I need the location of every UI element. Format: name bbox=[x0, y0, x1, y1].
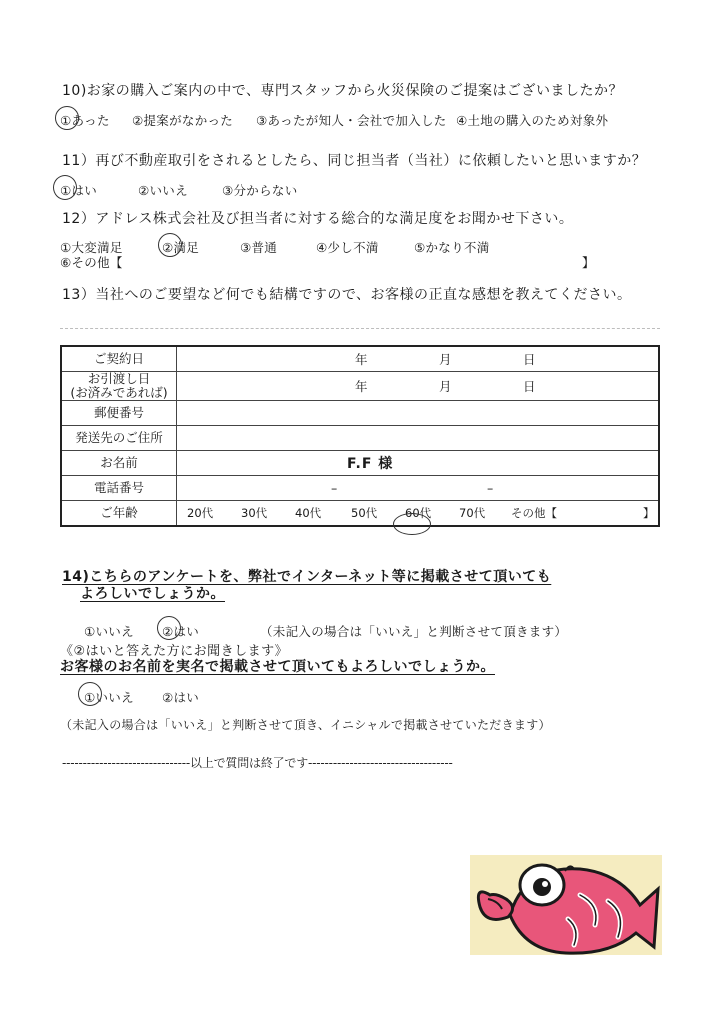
q14-sub-option-no[interactable]: ①いいえ bbox=[84, 690, 134, 705]
q11-question: 11）再び不動産取引をされるとしたら、同じ担当者（当社）に依頼したいと思いますか？ bbox=[62, 153, 647, 169]
month-unit: 月 bbox=[439, 379, 452, 394]
year-unit: 年 bbox=[355, 352, 368, 367]
q14-sub-header: 《②はいと答えた方にお聞きします》 bbox=[60, 644, 289, 659]
postal-code-field[interactable] bbox=[177, 401, 660, 426]
age-option-60s[interactable]: 60代 bbox=[405, 506, 432, 520]
delivery-date-label bbox=[61, 372, 177, 401]
name-field[interactable] bbox=[177, 451, 660, 476]
q12-option-5[interactable]: ⑤かなり不満 bbox=[414, 240, 490, 255]
answer-line bbox=[60, 328, 660, 329]
delivery-date-label-line1: お引渡し日 bbox=[87, 371, 151, 386]
age-option-40s[interactable]: 40代 bbox=[295, 506, 322, 520]
q12-option-4[interactable]: ④少し不満 bbox=[316, 240, 379, 255]
delivery-date-label-line2: (お済みであれば) bbox=[70, 385, 168, 400]
q10-option-2[interactable]: ②提案がなかった bbox=[132, 113, 234, 128]
q10-answer-circle bbox=[55, 106, 79, 130]
q11-answer-circle bbox=[53, 175, 77, 200]
phone-label: 電話番号 bbox=[61, 476, 177, 501]
delivery-date-field[interactable] bbox=[177, 372, 660, 401]
name-value: F.F 様 bbox=[347, 456, 394, 472]
age-answer-circle bbox=[393, 513, 431, 535]
fish-mascot-illustration bbox=[470, 855, 662, 955]
q14-sub-question: お客様のお名前を実名で掲載させて頂いてもよろしいでしょうか。 bbox=[60, 659, 495, 675]
q10-option-4[interactable]: ④土地の購入のため対象外 bbox=[456, 113, 609, 128]
q12-option-other-close: 】 bbox=[582, 255, 595, 270]
q11-option-1[interactable]: ①はい bbox=[60, 183, 98, 198]
month-unit: 月 bbox=[439, 352, 452, 367]
phone-field[interactable] bbox=[177, 476, 660, 501]
q14-note: （未記入の場合は「いいえ」と判断させて頂きます） bbox=[260, 624, 568, 639]
q12-option-3[interactable]: ③普通 bbox=[240, 240, 278, 255]
name-label: お名前 bbox=[61, 451, 177, 476]
fish-icon bbox=[470, 855, 662, 955]
customer-info-table bbox=[60, 345, 660, 527]
year-unit: 年 bbox=[355, 379, 368, 394]
q12-option-other[interactable]: ⑥その他【 bbox=[60, 255, 123, 270]
q14-option-yes[interactable]: ②はい bbox=[162, 624, 200, 639]
q12-option-1[interactable]: ①大変満足 bbox=[60, 240, 123, 255]
q14-option-no[interactable]: ①いいえ bbox=[84, 624, 134, 639]
day-unit: 日 bbox=[523, 379, 536, 394]
q14-answer-circle bbox=[157, 616, 181, 640]
phone-dash-2: – bbox=[487, 480, 494, 496]
q14-question-line2: よろしいでしょうか。 bbox=[80, 586, 225, 602]
age-option-other[interactable]: その他【 bbox=[511, 506, 557, 520]
q10-option-1[interactable]: ①あった bbox=[60, 113, 110, 128]
age-option-70s[interactable]: 70代 bbox=[459, 506, 486, 520]
q14-sub-answer-circle bbox=[78, 682, 102, 706]
end-line: -------------------------------以上で質問は終了です----------------------------------- bbox=[62, 756, 453, 770]
age-option-30s[interactable]: 30代 bbox=[241, 506, 268, 520]
age-option-other-close: 】 bbox=[643, 506, 655, 520]
q10-question: 10)お家の購入ご案内の中で、専門スタッフから火災保険のご提案はございましたか？ bbox=[62, 83, 623, 99]
postal-code-label: 郵便番号 bbox=[61, 401, 177, 426]
address-field[interactable] bbox=[177, 426, 660, 451]
contract-date-label: ご契約日 bbox=[61, 346, 177, 372]
day-unit: 日 bbox=[523, 352, 536, 367]
q14-question-line1: 14)こちらのアンケートを、弊社でインターネット等に掲載させて頂いても bbox=[62, 569, 552, 585]
phone-dash-1: – bbox=[331, 480, 338, 496]
q13-question: 13）当社へのご要望など何でも結構ですので、お客様の正直な感想を教えてください。 bbox=[62, 287, 632, 303]
age-label: ご年齢 bbox=[61, 501, 177, 527]
contract-date-field[interactable] bbox=[177, 346, 660, 372]
q12-answer-circle bbox=[158, 233, 182, 257]
age-option-50s[interactable]: 50代 bbox=[351, 506, 378, 520]
q14-sub-note: （未記入の場合は「いいえ」と判断させて頂き、イニシャルで掲載させていただきます） bbox=[60, 718, 551, 732]
q10-option-3[interactable]: ③あったが知人・会社で加入した bbox=[256, 113, 447, 128]
q12-option-2[interactable]: ②満足 bbox=[162, 240, 200, 255]
address-label: 発送先のご住所 bbox=[61, 426, 177, 451]
q12-question: 12）アドレス株式会社及び担当者に対する総合的な満足度をお聞かせ下さい。 bbox=[62, 211, 574, 227]
q11-option-3[interactable]: ③分からない bbox=[222, 183, 298, 198]
q14-sub-option-yes[interactable]: ②はい bbox=[162, 690, 200, 705]
age-option-20s[interactable]: 20代 bbox=[187, 506, 214, 520]
q11-option-2[interactable]: ②いいえ bbox=[138, 183, 188, 198]
